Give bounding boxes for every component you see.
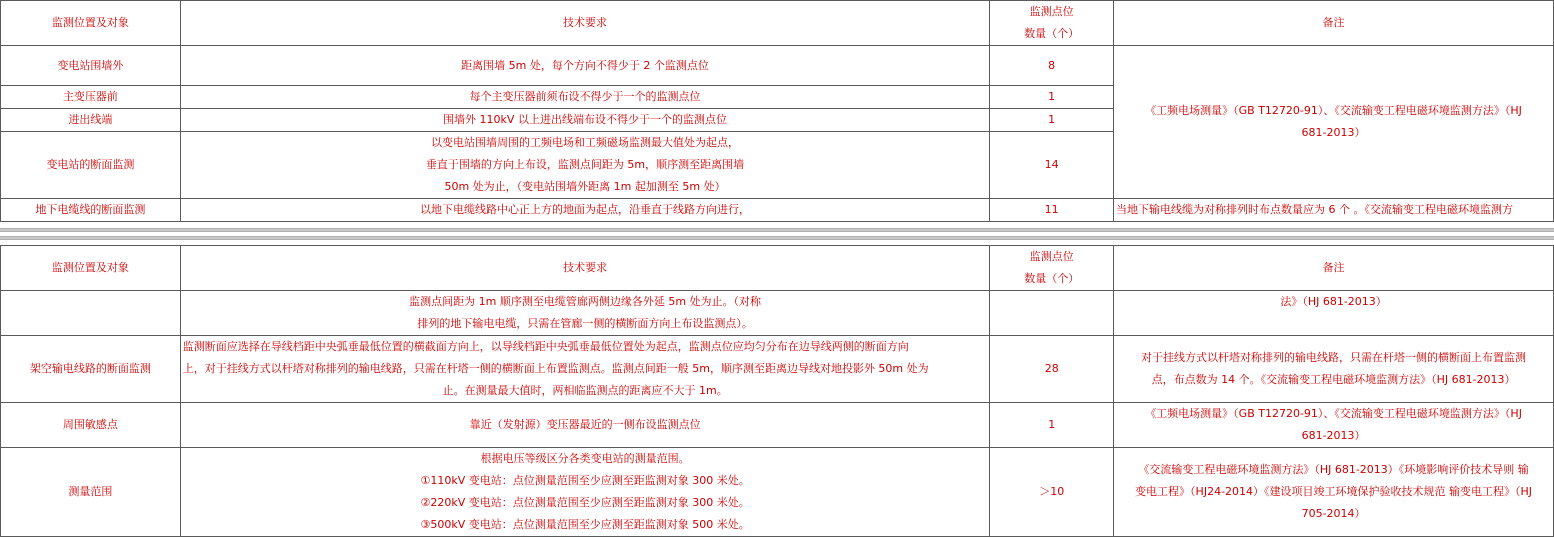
row-location: 变电站围墙外 — [1, 46, 181, 86]
table-row — [1, 336, 1554, 403]
row-location: 主变压器前 — [1, 86, 181, 109]
req-line: 50m 处为止，（变电站围墙外距离 1m 起加测至 5m 处） — [444, 180, 726, 193]
table-row — [1, 291, 1554, 336]
req-line: 根据电压等级区分各类变电站的测量范围。 — [480, 452, 690, 465]
table-row — [1, 448, 1554, 537]
table-header-row — [1, 246, 1554, 291]
header-count-line2: 数量（个） — [1024, 272, 1080, 285]
table-row — [1, 199, 1554, 222]
row-count: 11 — [990, 199, 1114, 222]
header-requirement: 技术要求 — [180, 246, 990, 291]
note-line: 681-2013） — [1301, 126, 1366, 139]
table-row — [1, 403, 1554, 448]
row-note — [1114, 448, 1554, 537]
req-line: 垂直于围墙的方向上布设，监测点间距为 5m，顺序测至距离围墙 — [425, 158, 745, 171]
monitoring-table-part2 — [0, 245, 1554, 537]
req-line: 上，对于挂线方式以杆塔对称排列的输电线路，只需在杆塔一侧的横断面上布置监测点。监测点间距一般 5m，顺序测至距离边导线对地投影外 50m 处为 — [182, 362, 929, 375]
row-requirement: 距离围墙 5m 处，每个方向不得少于 2 个监测点位 — [180, 46, 989, 86]
note-line: 705-2014） — [1301, 507, 1366, 520]
note-line: 法》（HJ 681-2013） — [1280, 295, 1387, 308]
header-note: 备注 — [1114, 1, 1554, 46]
req-line: ③500kV 变电站：点位测量范围至少应测至距监测对象 500 米处。 — [420, 518, 750, 531]
row-note: 当地下输电线缆为对称排列时布点数量应为 6 个 。《交流输变工程电磁环境监测方 — [1114, 199, 1554, 222]
header-location: 监测位置及对象 — [1, 1, 181, 46]
row-location: 地下电缆线的断面监测 — [1, 199, 181, 222]
row-location: 进出线端 — [1, 109, 181, 132]
header-location: 监测位置及对象 — [1, 246, 181, 291]
note-line: 《工频电场测量》（GB T12720-91）、《交流输变工程电磁环境监测方法》（HJ — [1145, 407, 1522, 420]
row-requirement — [180, 448, 990, 537]
row-count: 1 — [990, 86, 1114, 109]
row-requirement: 每个主变压器前须布设不得少于一个的监测点位 — [180, 86, 989, 109]
row-count: 1 — [990, 109, 1114, 132]
row-note — [1114, 336, 1554, 403]
row-requirement: 围墙外 110kV 以上进出线端布设不得少于一个的监测点位 — [180, 109, 989, 132]
note-line: 《工频电场测量》（GB T12720-91）、《交流输变工程电磁环境监测方法》（HJ — [1145, 104, 1522, 117]
header-note: 备注 — [1114, 246, 1554, 291]
row-location: 测量范围 — [1, 448, 181, 537]
req-line: 止。在测量最大值时，两相临监测点的距离应不大于 1m。 — [442, 384, 728, 397]
monitoring-table-part1 — [0, 0, 1554, 222]
row-location — [1, 291, 181, 336]
row-requirement: 以地下电缆线路中心正上方的地面为起点，沿垂直于线路方向进行， — [180, 199, 989, 222]
header-count — [990, 246, 1114, 291]
row-location: 变电站的断面监测 — [1, 132, 181, 199]
note-line: 对于挂线方式以杆塔对称排列的输电线路，只需在杆塔一侧的横断面上布置监测 — [1141, 351, 1527, 364]
row-count: 8 — [990, 46, 1114, 86]
row-note — [1114, 403, 1554, 448]
row-requirement — [180, 291, 990, 336]
row-note-merged — [1114, 46, 1554, 199]
page-break-divider — [0, 228, 1554, 232]
table-row — [1, 46, 1554, 86]
header-requirement: 技术要求 — [180, 1, 989, 46]
note-line: 变电工程》（HJ24-2014）《建设项目竣工环境保护验收技术规范 输变电工程》（HJ — [1135, 485, 1533, 498]
row-count: 28 — [990, 336, 1114, 403]
row-requirement — [180, 132, 989, 199]
note-line: 《交流输变工程电磁环境监测方法》（HJ 681-2013）《环境影响评价技术导则 输 — [1138, 463, 1529, 476]
row-note — [1114, 291, 1554, 336]
row-count: 1 — [990, 403, 1114, 448]
row-requirement — [180, 336, 990, 403]
req-line: 监测点间距为 1m 顺序测至电缆管廊两侧边缘各外延 5m 处为止。（对称 — [409, 295, 762, 308]
header-count-line2: 数量（个） — [1024, 27, 1080, 40]
page-break-divider — [0, 236, 1554, 240]
header-count — [990, 1, 1114, 46]
req-line: ①110kV 变电站：点位测量范围至少应测至距监测对象 300 米处。 — [420, 474, 750, 487]
row-count: 14 — [990, 132, 1114, 199]
table-header-row — [1, 1, 1554, 46]
req-line: 以变电站围墙周围的工频电场和工频磁场监测最大值处为起点， — [431, 136, 740, 149]
req-line: 排列的地下输电电缆，只需在管廊一侧的横断面方向上布设监测点）。 — [417, 317, 753, 330]
row-location: 周围敏感点 — [1, 403, 181, 448]
row-count: ＞10 — [990, 448, 1114, 537]
req-line: ②220kV 变电站：点位测量范围至少应测至距监测对象 300 米处。 — [420, 496, 750, 509]
req-line: 监测断面应选择在导线档距中央弧垂最低位置的横截面方向上，以导线档距中央弧垂最低位置处为起点，监测点位应均匀分布在边导线两侧的断面方向 — [182, 340, 909, 353]
header-count-line1: 监测点位 — [1029, 5, 1074, 18]
note-line: 681-2013） — [1301, 429, 1366, 442]
row-location: 架空输电线路的断面监测 — [1, 336, 181, 403]
note-line: 点，布点数为 14 个。《交流输变工程电磁环境监测方法》（HJ 681-2013） — [1151, 373, 1516, 386]
header-count-line1: 监测点位 — [1029, 250, 1074, 263]
row-requirement: 靠近（发射源）变压器最近的一侧布设监测点位 — [180, 403, 990, 448]
row-count — [990, 291, 1114, 336]
